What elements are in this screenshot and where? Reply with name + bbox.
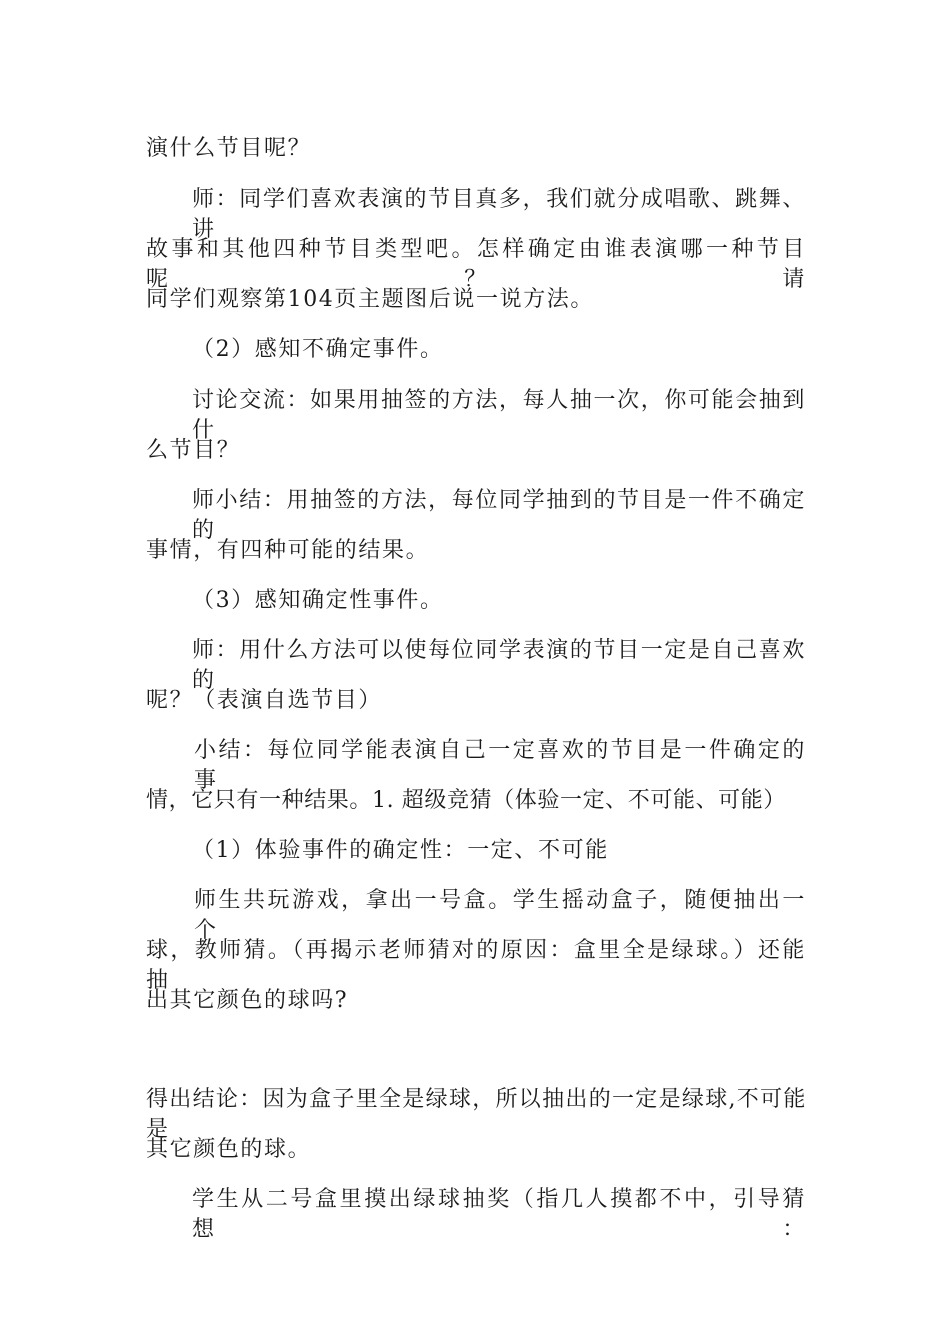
section-heading: （1）体验事件的确定性：一定、不可能 — [192, 838, 609, 863]
text-line: 师：用什么方法可以使每位同学表演的节目一定是自己喜欢的 — [192, 638, 806, 693]
section-heading: （3）感知确定性事件。 — [192, 588, 444, 613]
text-line: 呢？（表演自选节目） — [146, 688, 383, 713]
text-line: 师小结：用抽签的方法，每位同学抽到的节目是一件不确定的 — [192, 488, 806, 543]
text-line: 讨论交流：如果用抽签的方法，每人抽一次，你可能会抽到什 — [192, 388, 806, 443]
text-line: 情，它只有一种结果。1. 超级竞猜（体验一定、不可能、可能） — [146, 788, 786, 813]
section-heading: （2）感知不确定事件。 — [192, 337, 444, 362]
text-line: 同学们观察第104页主题图后说一说方法。 — [146, 287, 594, 312]
text-line: 学生从二号盒里摸出绿球抽奖（指几人摸都不中，引导猜想： — [192, 1187, 806, 1242]
text-line: 师：同学们喜欢表演的节目真多，我们就分成唱歌、跳舞、讲 — [192, 187, 806, 242]
text-line: 出其它颜色的球吗? — [146, 988, 349, 1013]
text-line: 小结：每位同学能表演自己一定喜欢的节目是一件确定的事 — [194, 738, 806, 793]
text-line: 得出结论：因为盒子里全是绿球，所以抽出的一定是绿球,不可能是 — [146, 1087, 806, 1142]
text-line: 故事和其他四种节目类型吧。怎样确定由谁表演哪一种节目呢？请 — [146, 237, 806, 292]
text-line: 球，教师猜。（再揭示老师猜对的原因：盒里全是绿球。）还能抽 — [146, 938, 806, 993]
text-line: 事情，有四种可能的结果。 — [146, 538, 430, 563]
text-line: 师生共玩游戏，拿出一号盒。学生摇动盒子，随便抽出一个 — [194, 888, 806, 943]
text-line: 么节目？ — [146, 438, 241, 463]
text-line: 其它颜色的球。 — [146, 1137, 312, 1162]
text-line: 演什么节目呢？ — [146, 136, 312, 161]
